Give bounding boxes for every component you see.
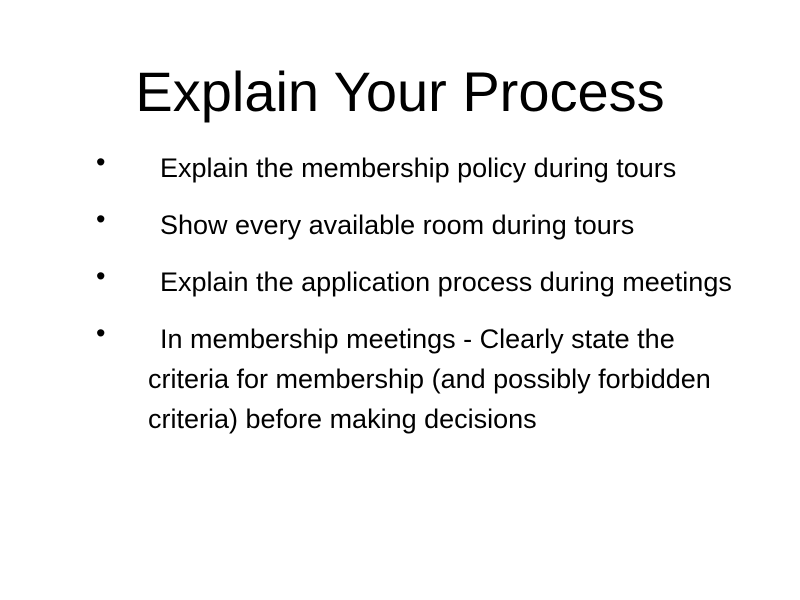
bullet-icon: •: [96, 204, 106, 234]
bullet-icon: •: [96, 147, 106, 177]
slide-title: Explain Your Process: [135, 60, 665, 123]
bullet-text: Show every available room during tours: [160, 210, 635, 240]
bullet-list: [96, 148, 736, 456]
bullet-text: Explain the membership policy during tours: [160, 153, 677, 183]
bullet-icon: •: [96, 318, 106, 348]
bullet-text: In membership meetings - Clearly state the criteria for membership (and possibly forbidden criteria) before making decisions: [148, 324, 711, 434]
bullet-item-4: [96, 319, 736, 439]
bullet-icon: •: [96, 261, 106, 291]
bullet-item-2: [96, 205, 736, 245]
bullet-item-1: [96, 148, 736, 188]
bullet-text: Explain the application process during meetings: [160, 267, 732, 297]
bullet-item-3: [96, 262, 736, 302]
